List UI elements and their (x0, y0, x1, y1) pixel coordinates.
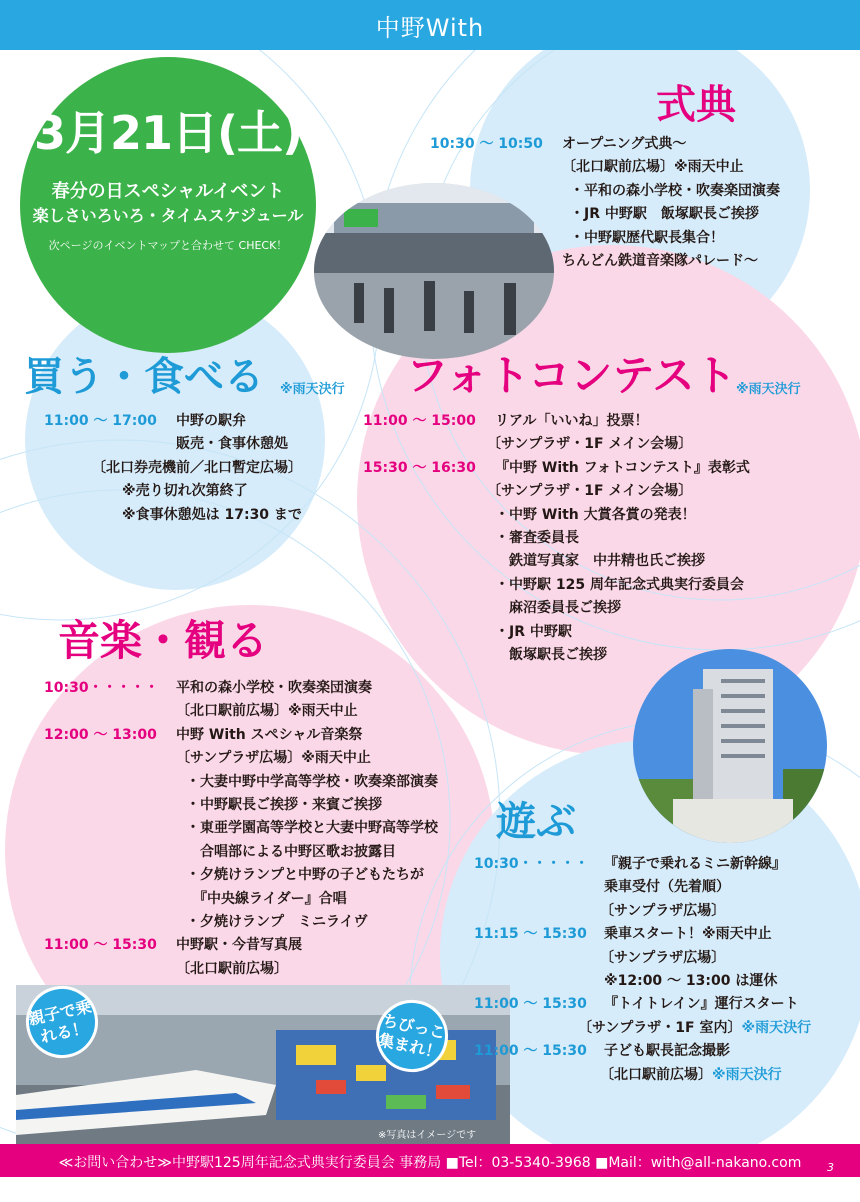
schedule-row: ※食事休憩処は 17:30 まで (122, 506, 302, 523)
schedule-row: 11:00 ～ 15:00 リアル「いいね」投票！ (363, 413, 649, 429)
schedule-row: ・JR 中野駅 (495, 623, 572, 640)
photo-contest-heading: フォトコンテスト (406, 351, 737, 400)
event-subtitle: 楽しさいろいろ・タイムスケジュール (32, 206, 304, 225)
schedule-row: ・東亜学園高等学校と大妻中野高等学校 (186, 820, 438, 837)
badge-parent-child: 親子で乗れる！ (19, 979, 104, 1064)
ceremony-schedule (430, 133, 780, 273)
schedule-row: ・平和の森小学校・吹奏楽団演奏 (570, 182, 780, 199)
schedule-row: 鉄道写真家 中井精也氏ご挨拶 (495, 553, 705, 570)
schedule-row: ※12:00 ～ 13:00 は運休 (604, 973, 778, 990)
play-schedule (474, 853, 811, 1087)
music-schedule (44, 677, 438, 981)
schedule-row: 11:00 ～ 15:30 子ども駅長記念撮影 (474, 1043, 730, 1060)
schedule-row: ・審査委員長 (495, 530, 579, 547)
schedule-row: 販売・食事休憩処 (176, 436, 288, 453)
schedule-row: 〔サンプラザ・1F メイン会場〕 (487, 483, 693, 500)
schedule-row: 11:00 ～ 15:30 『トイトレイン』運行スタート (474, 996, 799, 1013)
schedule-row: 〔サンプラザ広場〕 (600, 902, 726, 919)
contact-info: ≪お問い合わせ≫中野駅125周年記念式典実行委員会 事務局 ■Tel：03-5340-3968 ■Mail：with@all-nakano.com (58, 1155, 802, 1171)
schedule-row: 15:30 ～ 16:30 『中野 With フォトコンテスト』表彰式 (363, 459, 750, 476)
shopping-schedule (44, 410, 302, 527)
schedule-row: 11:00 ～ 17:00 中野の駅弁 (44, 413, 246, 429)
play-heading: 遊ぶ (496, 799, 576, 845)
badge-kids: ちびっこ集まれ！ (369, 993, 454, 1078)
event-note: 次ページのイベントマップと合わせて CHECK！ (48, 239, 288, 252)
schedule-row: ・中野 With 大賞各賞の発表！ (495, 506, 696, 523)
schedule-row: ・大妻中野中学高等学校・吹奏楽部演奏 (186, 773, 438, 790)
schedule-row: 〔サンプラザ・1F 室内〕※雨天決行 (578, 1019, 812, 1036)
schedule-row: 10:30 ～ 10:50 オープニング式典～ (430, 136, 687, 152)
schedule-row: 〔北口駅前広場〕 (176, 960, 288, 977)
footer-bar (0, 1144, 860, 1177)
schedule-row: ・夕焼けランプ ミニライヴ (186, 914, 368, 931)
event-title: 春分の日スペシャルイベント (51, 181, 285, 202)
photo-caption: ※写真はイメージです (378, 1130, 477, 1141)
schedule-row: ・夕焼けランプと中野の子どもたちが (186, 867, 424, 884)
schedule-row: 10:30・・・・・ 平和の森小学校・吹奏楽団演奏 (44, 680, 372, 696)
page-number: 3 (827, 1161, 834, 1174)
music-heading: 音楽・観る (58, 616, 269, 665)
schedule-row: 12:00 ～ 13:00 中野 With スペシャル音楽祭 (44, 726, 363, 743)
schedule-row: 〔サンプラザ広場〕 (600, 949, 726, 966)
schedule-row: 10:30・・・・・ 『親子で乗れるミニ新幹線』 (474, 856, 786, 872)
event-date-badge (20, 57, 316, 353)
schedule-row: 〔北口駅前広場〕※雨天中止 (562, 159, 744, 176)
schedule-row: 麻沼委員長ご挨拶 (495, 600, 621, 617)
tower-photo (633, 649, 827, 843)
schedule-row: ・中野駅歴代駅長集合！ (570, 229, 724, 246)
shopping-rain-note: ※雨天決行 (280, 382, 345, 397)
schedule-row: 飯塚駅長ご挨拶 (495, 647, 607, 664)
brand-logo: 中野With (375, 14, 485, 42)
photo-contest-rain-note: ※雨天決行 (736, 382, 801, 397)
photo-contest-schedule (363, 410, 750, 667)
schedule-row: 〔サンプラザ・1F メイン会場〕 (487, 436, 693, 453)
event-date: 3月21日(土) (33, 106, 303, 160)
header-bar (0, 0, 860, 50)
schedule-row: 『中央線ライダー』合唱 (186, 890, 347, 907)
schedule-row: 11:00 ～ 15:30 中野駅・今昔写真展 (44, 937, 302, 954)
schedule-row: 合唱部による中野区歌お披露目 (186, 843, 396, 860)
ceremony-heading: 式典 (656, 82, 736, 128)
schedule-row: ちんどん鉄道音楽隊パレード～ (562, 253, 758, 270)
schedule-row: 11:15 ～ 15:30 乗車スタート！※雨天中止 (474, 926, 772, 943)
shopping-heading: 買う・食べる (24, 354, 264, 400)
schedule-row: ・JR 中野駅 飯塚駅長ご挨拶 (570, 206, 759, 223)
schedule-row: 〔サンプラザ広場〕※雨天中止 (176, 750, 371, 767)
schedule-row: ※売り切れ次第終了 (122, 483, 248, 500)
schedule-row: 〔北口券売機前／北口暫定広場〕 (92, 459, 302, 476)
schedule-row: 〔北口駅前広場〕※雨天中止 (176, 703, 358, 720)
schedule-row: 〔北口駅前広場〕※雨天決行 (600, 1066, 782, 1083)
schedule-row: ・中野駅長ご挨拶・来賓ご挨拶 (186, 797, 382, 814)
schedule-row: ・中野駅 125 周年記念式典実行委員会 (495, 576, 744, 593)
schedule-row: 乗車受付（先着順） (604, 879, 730, 896)
